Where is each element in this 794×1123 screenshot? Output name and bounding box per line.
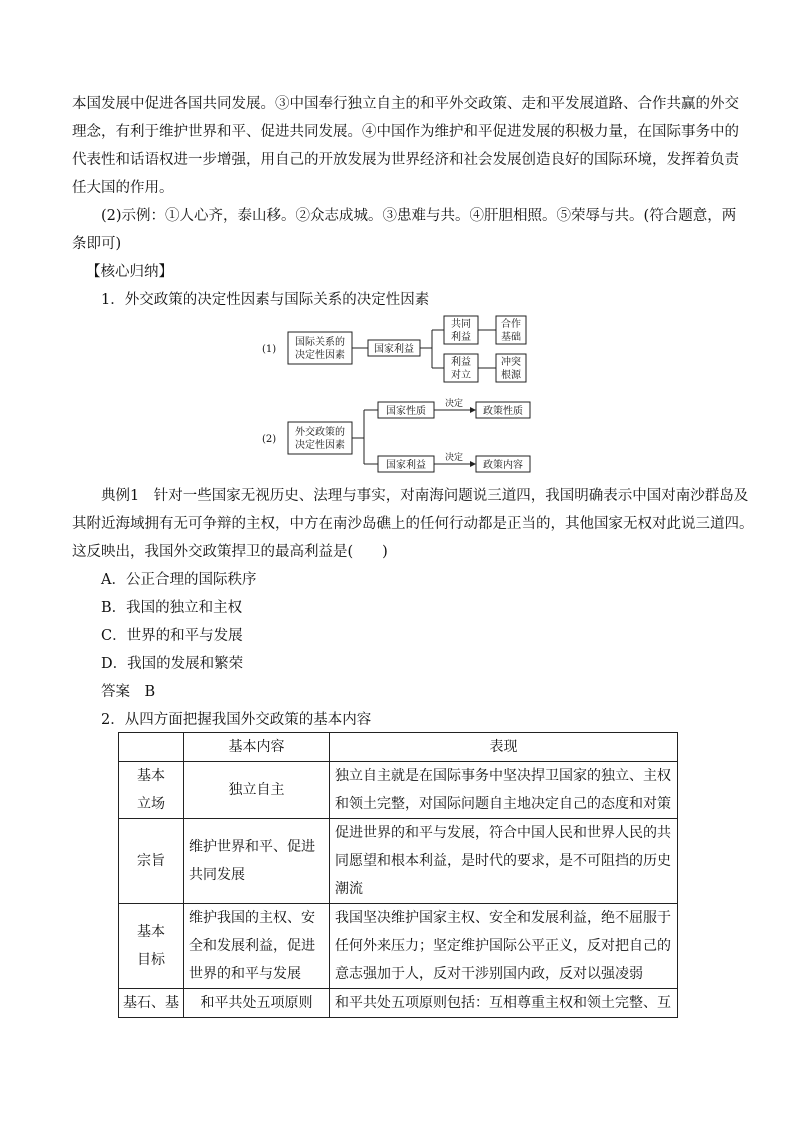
foreign-policy-table <box>118 732 678 1018</box>
option-b: B．我国的独立和主权 <box>101 600 243 616</box>
table-cell <box>119 904 184 989</box>
cell-line: 我国坚决维护国家主权、安全和发展利益，绝不屈服于 <box>335 910 671 926</box>
item-title: 2．从四方面把握我国外交政策的基本内容 <box>101 712 372 728</box>
paragraph-line: 条即可) <box>72 236 122 252</box>
item-title: 1．外交政策的决定性因素与国际关系的决定性因素 <box>101 292 430 308</box>
example-line: 其附近海域拥有无可争辩的主权，中方在南沙岛礁上的任何行动都是正当的，其他国家无权对此说三道四。 <box>72 516 754 532</box>
cell-line: 目标 <box>137 952 165 968</box>
paragraph-line: 本国发展中促进各国共同发展。③中国奉行独立自主的和平外交政策、走和平发展道路、合作共赢的外交 <box>72 96 739 112</box>
table-header-cell: 表现 <box>330 733 678 762</box>
table-row <box>119 904 678 989</box>
cell-line: 独立自主 <box>228 782 285 798</box>
table-header-cell: 基本内容 <box>184 733 330 762</box>
national-nature-label: 国家性质 <box>386 406 426 417</box>
national-interest-label: 国家利益 <box>374 344 414 355</box>
table-header-row <box>119 733 678 762</box>
table-row <box>119 819 678 904</box>
decides-label-1: 决定 <box>444 399 464 409</box>
group1-label: (1) <box>262 344 277 355</box>
decides-label-2: 决定 <box>444 453 464 463</box>
table-row <box>119 762 678 819</box>
coop-line1: 合作 <box>501 319 521 330</box>
cell-line: 基本 <box>137 768 165 784</box>
table-cell <box>184 904 330 989</box>
cell-line: 基本 <box>137 924 165 940</box>
common-line1: 共同 <box>451 319 471 330</box>
intl-factors-line2: 决定性因素 <box>295 350 345 361</box>
table-cell <box>184 762 330 819</box>
table-cell <box>184 819 330 904</box>
intl-factors-line1: 国际关系的 <box>295 337 345 348</box>
cell-line: 同愿望和根本利益，是时代的要求，是不可阻挡的历史 <box>335 853 671 869</box>
cell-line: 潮流 <box>335 881 363 897</box>
clash-line2: 根源 <box>501 370 521 381</box>
policy-factors-line2: 决定性因素 <box>295 440 345 451</box>
example-line: 这反映出，我国外交政策捍卫的最高利益是( ) <box>72 544 388 560</box>
conflict-line1: 利益 <box>451 357 471 368</box>
cell-line: 基石、基 <box>123 995 179 1011</box>
cell-line: 和平共处五项原则 <box>200 995 313 1011</box>
coop-line2: 基础 <box>501 332 521 343</box>
cell-line: 维护我国的主权、安 <box>189 910 315 926</box>
common-line2: 利益 <box>451 332 471 343</box>
table-cell <box>184 989 330 1018</box>
cell-line: 独立自主就是在国际事务中坚决捍卫国家的独立、主权 <box>335 768 671 784</box>
table-cell <box>119 989 184 1018</box>
section-title: 【核心归纳】 <box>86 264 173 280</box>
table-cell <box>119 762 184 819</box>
clash-line1: 冲突 <box>501 357 521 368</box>
cell-line: 全和发展利益，促进 <box>189 938 315 954</box>
national-interest-2-label: 国家利益 <box>386 460 426 471</box>
conflict-line2: 对立 <box>451 370 471 381</box>
paragraph-line: 理念，有利于维护世界和平、促进共同发展。④中国作为维护和平促进发展的积极力量，在国际事务中的 <box>72 124 739 140</box>
table-cell <box>330 904 678 989</box>
table-cell <box>330 762 678 819</box>
option-d: D．我国的发展和繁荣 <box>101 656 244 672</box>
group2-label: (2) <box>262 434 277 445</box>
cell-line: 促进世界的和平与发展，符合中国人民和世界人民的共 <box>335 825 671 841</box>
table-row <box>119 989 678 1018</box>
answer: 答案 B <box>101 684 156 700</box>
cell-line: 任何外来压力；坚定维护国际公平正义，反对把自己的 <box>335 938 671 954</box>
cell-line: 世界的和平与发展 <box>189 966 301 982</box>
cell-line: 宗旨 <box>137 853 165 869</box>
table-cell <box>330 989 678 1018</box>
decision-factors-diagram <box>258 310 538 475</box>
option-a: A．公正合理的国际秩序 <box>101 572 257 588</box>
paragraph-line: 任大国的作用。 <box>72 180 174 196</box>
cell-line: 共同发展 <box>189 867 245 883</box>
policy-factors-line1: 外交政策的 <box>295 427 345 438</box>
cell-line: 意志强加于人，反对干涉别国内政，反对以强凌弱 <box>335 966 643 982</box>
table-cell <box>119 819 184 904</box>
paragraph-line: 代表性和话语权进一步增强，用自己的开放发展为世界经济和社会发展创造良好的国际环境，发挥着负责 <box>72 152 739 168</box>
policy-nature-label: 政策性质 <box>483 406 523 417</box>
cell-line: 立场 <box>137 796 165 812</box>
cell-line: 和平共处五项原则包括：互相尊重主权和领土完整、互 <box>335 995 671 1011</box>
cell-line: 维护世界和平、促进 <box>189 839 315 855</box>
table-header-cell <box>119 733 184 762</box>
cell-line: 和领土完整，对国际问题自主地决定自己的态度和对策 <box>335 796 671 812</box>
option-c: C．世界的和平与发展 <box>101 628 243 644</box>
paragraph-line: (2)示例：①人心齐，泰山移。②众志成城。③患难与共。④肝胆相照。⑤荣辱与共。(符合题意，两 <box>101 208 737 224</box>
table-cell <box>330 819 678 904</box>
example-line: 典例1 针对一些国家无视历史、法理与事实，对南海问题说三道四，我国明确表示中国对南沙群岛及 <box>101 488 749 504</box>
policy-content-label: 政策内容 <box>483 460 523 471</box>
